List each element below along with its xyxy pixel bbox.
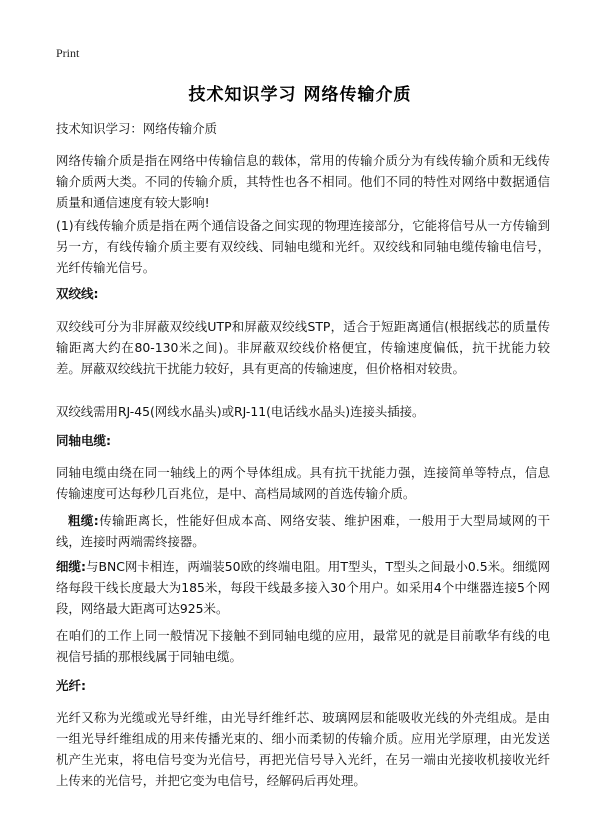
print-link[interactable]: Print	[56, 46, 80, 60]
thick-coax-label: 粗缆:	[68, 513, 99, 528]
page-title: 技术知识学习 网络传输介质	[188, 85, 412, 105]
fiber-paragraph: 光纤又称为光缆或光导纤维，由光导纤维纤芯、玻璃网层和能吸收光线的外壳组成。是由一组光导纤维组成的用来传播光束的、细小而柔韧的传输介质。应用光学原理，由光发送机产生光束，将电信号变为光信号，再把光信号导入光纤，在另一端由光接收机接收光纤上传来的光信号，并把它变为电信号，经解码后再处理。	[56, 710, 550, 788]
twisted-pair-connector-paragraph: 双绞线需用RJ-45(网线水晶头)或RJ-11(电话线水晶头)连接头插接。	[56, 404, 425, 419]
coax-paragraph: 同轴电缆由绕在同一轴线上的两个导体组成。具有抗干扰能力强，连接简单等特点，信息传输速度可达每秒几百兆位，是中、高档局域网的首选传输介质。	[56, 465, 550, 501]
thin-coax-label: 细缆:	[56, 559, 86, 574]
twisted-pair-heading: 双绞线:	[56, 286, 99, 301]
thick-coax-paragraph	[56, 510, 550, 552]
subtitle-text: 技术知识学习：网络传输介质	[56, 121, 218, 136]
thin-coax-paragraph	[56, 556, 550, 619]
coax-usage-paragraph: 在咱们的工作上同一般情况下接触不到同轴电缆的应用，最常见的就是目前歌华有线的电视信号插的那根线属于同轴电缆。	[56, 628, 550, 664]
thin-coax-text: 与BNC网卡相连，两端装50欧的终端电阻。用T型头，T型头之间最小0.5米。细缆网络每段干线长度最大为185米，每段干线最多接入30个用户。如采用4个中继器连接5个网段，网络最大距离可达925米。	[56, 559, 550, 616]
intro-paragraph: 网络传输介质是指在网络中传输信息的载体，常用的传输介质分为有线传输介质和无线传输介质两大类。不同的传输介质，其特性也各不相同。他们不同的特性对网络中数据通信质量和通信速度有较大影响!	[56, 153, 550, 210]
thick-coax-text: 传输距离长，性能好但成本高、网络安装、维护困难，一般用于大型局域网的干线，连接时两端需终接器。	[56, 513, 550, 549]
coax-heading: 同轴电缆:	[56, 433, 111, 448]
twisted-pair-paragraph: 双绞线可分为非屏蔽双绞线UTP和屏蔽双绞线STP，适合于短距离通信(根据线芯的质量传输距离大约在80-130米之间)。非屏蔽双绞线价格便宜，传输速度偏低，抗干扰能力较差。屏蔽双绞线抗干扰能力较好，具有更高的传输速度，但价格相对较贵。	[56, 319, 550, 376]
fiber-heading: 光纤:	[56, 678, 86, 693]
wired-intro-paragraph: (1)有线传输介质是指在两个通信设备之间实现的物理连接部分，它能将信号从一方传输到另一方，有线传输介质主要有双绞线、同轴电缆和光纤。双绞线和同轴电缆传输电信号，光纤传输光信号。	[56, 218, 550, 275]
